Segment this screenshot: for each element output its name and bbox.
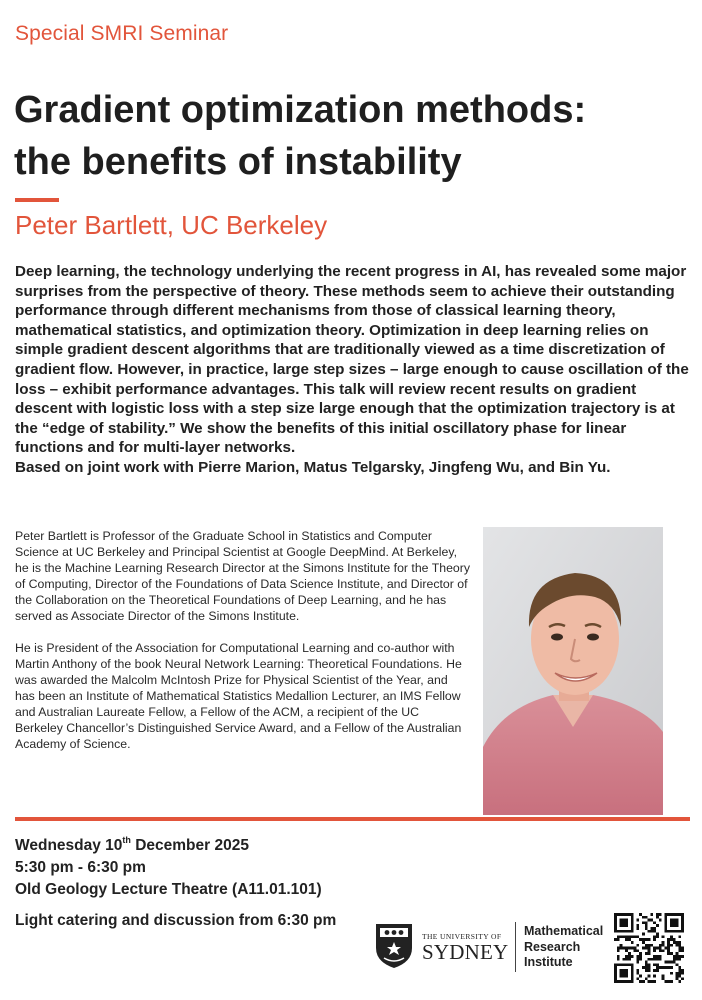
speaker-bio bbox=[15, 528, 470, 768]
logo-divider bbox=[515, 922, 516, 972]
qr-code-icon[interactable] bbox=[614, 913, 684, 983]
title-line-1: Gradient optimization methods: bbox=[14, 89, 587, 131]
institute-name: Mathematical Research Institute bbox=[524, 924, 604, 969]
event-time: 5:30 pm - 6:30 pm bbox=[15, 859, 146, 876]
university-name: SYDNEY bbox=[422, 940, 509, 964]
speaker-name: Peter Bartlett, UC Berkeley bbox=[15, 210, 328, 240]
talk-title bbox=[14, 84, 694, 188]
event-details bbox=[15, 829, 322, 901]
speaker-photo bbox=[483, 527, 663, 815]
accent-rule-short bbox=[15, 198, 59, 202]
seminar-kicker: Special SMRI Seminar bbox=[15, 22, 229, 45]
university-name-small: THE UNIVERSITY OF bbox=[422, 932, 502, 941]
event-date: Wednesday 10th December 2025 bbox=[15, 835, 249, 854]
abstract bbox=[15, 262, 695, 478]
event-venue: Old Geology Lecture Theatre (A11.01.101) bbox=[15, 881, 322, 898]
accent-rule-long bbox=[15, 817, 690, 821]
catering-note: Light catering and discussion from 6:30 pm bbox=[15, 912, 337, 929]
title-line-2: the benefits of instability bbox=[14, 141, 462, 183]
bio-paragraph-2: He is President of the Association for Computational Learning and co-author with Martin Anthony of the book Neural Network Learning: Theoretical Foundations. He was awarded the Malcolm McIntosh Prize for Physical Scientist of the Year, and has been an Institute of Mathematical Statistics Medallion Lecturer, an IMS Fellow and Australian Laureate Fellow, a Fellow of the ACM, a recipient of the UC Berkeley Chancellor’s Distinguished Service Award, and a Fellow of the Australian Academy of Science. bbox=[15, 641, 462, 751]
university-crest-icon bbox=[374, 922, 414, 970]
bio-paragraph-1: Peter Bartlett is Professor of the Graduate School in Statistics and Computer Science at UC Berkeley and Principal Scientist at Google DeepMind. At Berkeley, he is the Machine Learning Research Director at the Simons Institute for the Theory of Computing, Director of the Foundations of Data Science Institute, and Director of the Collaboration on the Theoretical Foundations of Deep Learning, and he has served as Associate Director of the Simons Institute. bbox=[15, 529, 470, 623]
abstract-text: Deep learning, the technology underlying the recent progress in AI, has revealed some major surprises from the perspective of theory. These methods seem to achieve their outstanding performance through different mechanisms from those of classical learning theory, mathematical statistics, and optimization theory. Optimization in deep learning relies on simple gradient descent algorithms that are traditionally viewed as a time discretization of gradient flow. However, in practice, large step sizes – large enough to cause oscillation of the loss – exhibit performance advantages. This talk will review recent results on gradient descent with logistic loss with a step size large enough that the optimization trajectory is at the “edge of stability.” We show the benefits of this initial oscillatory phase for linear functions and for multi-layer networks. bbox=[15, 263, 689, 457]
joint-work-text: Based on joint work with Pierre Marion, Matus Telgarsky, Jingfeng Wu, and Bin Yu. bbox=[15, 458, 611, 476]
